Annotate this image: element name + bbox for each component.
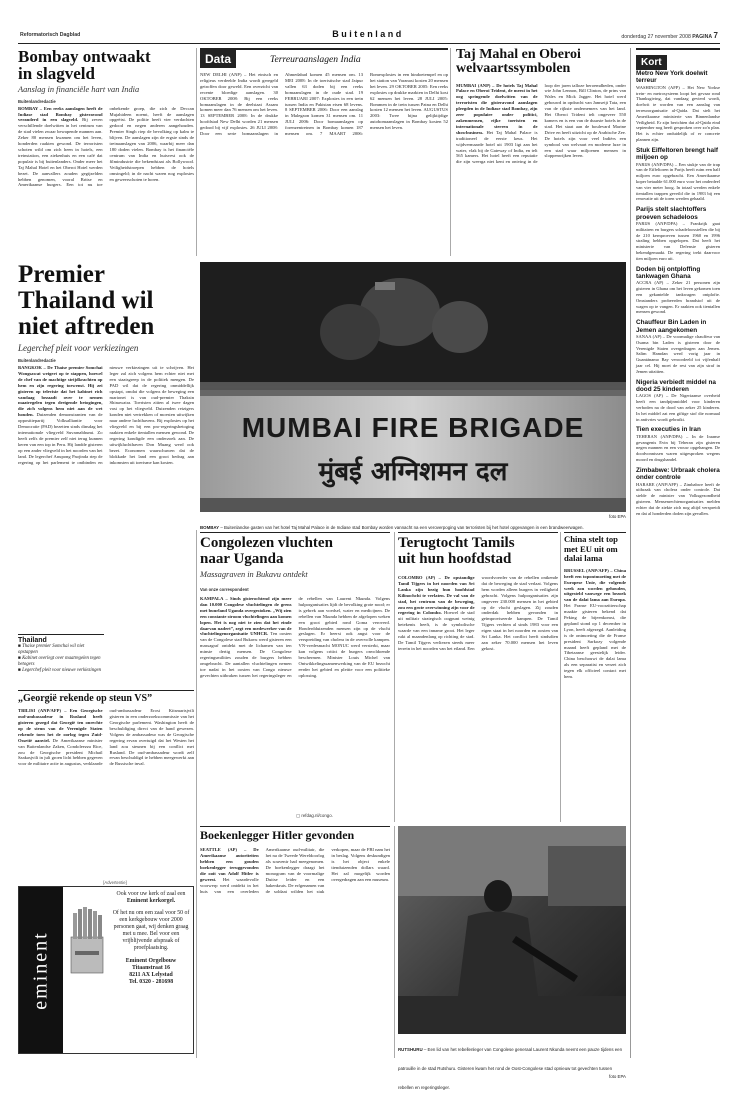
thailand-box-title: Thailand [18,634,104,644]
data-box-title: Terreuraanslagen India [270,54,361,65]
congo-subtitle: Massagraven in Bukavu ontdekt [200,570,308,579]
newspaper-name: Reformatorisch Dagblad [20,32,81,38]
data-box [200,48,448,255]
ad-sidebar [19,887,63,1053]
ad-brand: eminent [29,931,52,1010]
tamils-headline: Terugtocht Tamils uit hun hoofdstad [398,535,515,567]
kort-item-text: SANAA (AP) – De voormalige chauffeur van Osama bin Laden is gisteren door de Verenigde Staten overgedragen aan Jemen. Salim Hamdan werd vorig jaar in Guantánamo Bay veroordeeld tot vijfenhalf jaar cel. Hij moet de rest van zijn straf in Jemen uitzitten. [636,333,720,374]
kort-item-title: Parijs stelt slachtoffers proeven schadeloos [636,206,707,221]
bombay-body: BOMBAY – Een reeks aanslagen heeft de Indiase stad Bombay gisteravond veranderd in een slagveld. Bij zeven verschillende doelwitten in het centrum van de stad vielen zwaar bewapende mannen aan. Zeker 80 mensen kwamen om het leven, honderden raakten gewond. De terroristen schoten wild om zich heen in hotels, een treinstation, een ziekenhuis en een café dat populair is bij buitenlanders. Onder meer het Taj Mahal Hotel en het Oberoi Hotel werden bezet. De aanvallers zouden gegijzelden hebben genomen, vooral Britse en Amerikaanse burgers. Een tot nu toe onbekende groep, die zich de Deccan Mujahideen noemt, heeft de aanslagen opgeëist. De politie heeft vier verdachten gedood en negen anderen aangehouden. Premier Singh riep de bevolking op kalm te blijven. De aanslagen zijn de ergste sinds de treinaanslagen van 2006, waarbij meer dan 180 doden vielen. Bombay is het financiële centrum van India en huisvest ook de filmindustrie die bekendstaat als Bollywood. Veiligheidstroepen hebben de hotels omsingeld; in de nacht waren nog explosies en geweerschoten te horen. [18,105,194,188]
congo-link[interactable]: ▢ refdag.nl/congo. [296,813,333,818]
china-body: BRUSSEL (ANP/AFP) – China heeft een topontmoeting met de Europese Unie, die volgende week zou worden gehouden, uitgesteld vanwege een bezoek van de dalai lama aan Europa. Het Franse EU-voorzitterschap maakte gisteren bekend dat Peking de bijeenkomst, die gepland stond op 1 december in Lyon, heeft afgezegd. Aanleiding is de ontmoeting die de Franse president Sarkozy volgende maand heeft gepland met de Tibetaanse geestelijk leider. China beschouwt de dalai lama als een separatist en verzet zich tegen elk officieel contact met hem. [564,567,626,680]
tamils-article [398,535,558,823]
thailand-infobox [18,634,104,644]
kort-item-text: PARIJS (ANP/DPA) – Frankrijk gaat militairen en burgers schadeloosstellen die bij de 210 kernproeven tussen 1960 en 1996 straling hebben opgelopen. Dat heeft het ministerie van Defensie gisteren bekendgemaakt. De regering trekt daarvoor tien miljoen euro uit. [636,220,720,261]
boekenlegger-body: SEATTLE (AP) – De Amerikaanse autoriteiten hebben een gouden boekenlegger teruggevonden die ooit van Adolf Hitler is geweest. Het waardevolle voorwerp werd ontdekt in het huis van een overleden Amerikaanse oud-militair, die het na de Tweede Wereldoorlog als souvenir had meegenomen. De boekenlegger draagt het monogram van de voormalige Duitse leider en een hakenkruis. De erfgenamen van de soldaat wilden het stuk verkopen, maar de FBI nam het in beslag. Volgens deskundigen is het object enkele tienduizenden dollars waard. Het zal mogelijk worden overgedragen aan een museum. [200,847,390,894]
georgie-article [18,694,194,820]
georgie-headline: „Georgië rekende op steun VS” [18,693,153,704]
thailand-bullet: Thaise premier Somchai wil niet opstappen [18,644,85,655]
kort-item-title: Metro New York doelwit terreur [636,70,708,85]
kort-item-title: Stuk Eiffeltoren brengt half miljoen op [636,146,719,162]
kort-item-title: Chauffeur Bin Laden in Jemen aangekomen [636,319,707,334]
header-rule [18,43,720,44]
kort-item-title: Tien executies in Iran [636,426,701,434]
organ-icon [67,907,107,977]
kort-item-text: LAGOS (AP) – De Nigeriaanse overheid heeft een tandpijnmiddel voor kinderen verboden na de dood van zeker 25 kinderen. In het middel zat een giftige stof die normaal in antivries wordt gebruikt. [636,393,720,422]
congo-headline: Congolezen vluchten naar Uganda [200,535,333,567]
ad-phone: Tel. 0320 - 281698 [128,979,174,985]
congo-article [200,535,390,823]
tajmahal-article [456,48,626,255]
ad-company: Eminent Orgelbouw [125,958,177,964]
kort-item [636,379,720,423]
ad-line2: Of het nu om een zaal voor 50 of een kerkgebouw voor 2000 personen gaat, wij denken graag met u mee. Bel voor een vrijblijvende afspraak of proefplaatsing. [112,910,190,951]
bombay-headline: Bombay ontwaakt in slagveld [18,47,151,84]
kort-header [636,48,720,66]
kort-item-text: ACCRA (AP) – Zeker 21 personen zijn gisteren in Ghana om het leven gekomen toen een gekantelde tankwagen ontplofte. Omstanders probeerden brandstof uit de wagen op te vangen. Er raakten ook tientallen mensen gewond. [636,280,720,315]
photo-caption: BOMBAY – Buitenlandse gasten van het hotel Taj Mahal Palace in de Indiase stad Bombay worden vannacht na een veroverpoging van terroristen bij het hotel opgevangen in een brandweerwagen. foto EPA [200,514,626,530]
ad-street: Titaanstraat 16 [131,965,171,971]
fire-brigade-photo [200,262,626,512]
kort-item [636,319,720,374]
page-header [8,30,730,42]
truck-sign-hindi: मुंबई अग्निशमन दल [318,457,508,487]
boekenlegger-article [200,829,390,1057]
photo2-credit: foto EPA [608,1074,626,1079]
congo-byline: Van onze correspondent [200,587,249,592]
kort-sidebar [636,48,720,1058]
bombay-subtitle: Aanslag in financiële hart van India [18,84,140,94]
thailand-bullets: ■ Thaise premier Somchai wil niet opstappen ■ Kabinet overlegt over maatregelen tegen betogers ■ Legerchef pleit voor nieuwe verkiezingen [18,644,102,673]
bombay-byline: Buitenlandredactie [18,98,56,104]
thailand-body: BANGKOK – De Thaise premier Somchai Wongsawat weigert op te stappen, hoewel de chef van de machtige strijdkrachten op hem en zijn regering toewenst. Hij zei gisteren op televisie dat het kabinet rich vandaag bezaadt over te nemen maatregelen tegen dreigende betogingen, die zich volgens hem niet aan de wet houden. Duizenden demonstranten van de oppositiepartij Volksalliantie voor Democratie (PAD) bezetten sinds dinsdag het internationale vliegveld Suvarnabhumi. Zo heeft zelfs de premier zelf niet terug kunnen keren van een top in Peru. Hij landde gisteren op een ander vliegveld in het noorden van het land. De legerchef Anupong Paojinda riep de regering op het parlement te ontbinden en nieuwe verkiezingen uit te schrijven. Het leger zal zich volgens hem echter niet met een staatsgreep in de politiek mengen. De PAD wil dat de regering onmiddellijk opstapt, omdat die volgens de beweging een marionet is van oud-premier Thaksin Shinawatra. Toeristen zitten al twee dagen vast op het vliegveld. Duizenden reizigers konden niet vertrekken of moesten uitwijken naar andere luchthavens. Bij explosies op het vliegveld en bij een pro-regeringsbetoging raakten enkele tientallen mensen gewond. De regering kondigde een onderzoek aan. De uitwijkluchthaven Don Muang werd ook bezet. Economen waarschuwen dat de blokkade het land een groot bedrag aan inkomsten uit toerisme kan kosten. [18,365,194,465]
boekenlegger-headline: Boekenlegger Hitler gevonden [200,828,355,842]
kort-item-text: WASHINGTON (AFP) – Het New Yorkse trein- en metrosysteem loopt het gevaar rond Thanksgiving, dat vandaag gevierd wordt, doelwit te worden van een aanslag van terreurorganisatie al-Qaida. Dat stelt het Amerikaanse ministerie van Binnenlandse Veiligheid. Er zijn berichten dat al-Qaida eind september nog heeft gesproken over zo'n plan. Het is echter onduidelijk of er concrete plannen zijn. [636,84,720,142]
kort-item-title: Nigeria verbiedt middel na dood 25 kinderen [636,378,716,393]
kort-item-text: TEHERAN (ANP/DPA) – In de Iraanse gevangenis Evin bij Teheran zijn gisteren negen mannen en een vrouw opgehangen. De doodvonnissen waren uitgesproken wegens moord en drugshandel. [636,433,720,462]
thailand-article [18,262,194,662]
kort-item [636,266,720,316]
photo-scene-2 [398,826,626,1034]
thailand-bullet: Kabinet overlegt over maatregelen tegen betogers [18,656,101,667]
kort-item-text: PARIJS (ANP/DPA) – Een stukje van de trap van de Eiffeltoren in Parijs heeft ruim een half miljoen euro opgebracht. Een Amerikaanse koper betaalde 61.000 euro voor het onderdeel van vier meter hoog. In totaal werden enkele tientallen trappen geveild die in 1983 bij een renovatie uit de toren werden gehaald. [636,161,720,202]
kort-item [636,147,720,202]
kort-item [636,426,720,462]
china-headline: China stelt top met EU uit om dalai lama [564,534,618,564]
ad-city: 8211 AX Lelystad [129,972,173,978]
ad-line1: Ook voor uw kerk of zaal een Eminent kerkorgel. [116,891,186,904]
thailand-subtitle: Legerchef pleit voor verkiezingen [18,343,139,353]
ad-tag: [Advertentie] [103,880,127,885]
bombay-article [18,48,194,255]
eminent-advertisement[interactable] [18,886,194,1054]
photo2-caption: RUTSHURU – Een lid van het rebellenleger van Congolese generaal Laurent Nkunda neemt een pauze tijdens een patrouille in de stad Rutshuru. Gisteren kwam het rond de Oost-Congolese stad opnieuw tot gevechten tussen rebellen en regeringsleger. foto EPA [398,1047,626,1090]
thailand-byline: Buitenlandredactie [18,358,56,363]
georgie-body: TBILISI (ANP/AFP) – Een Georgische oud-ambassadeur in Rusland heeft gisteren gezegd dat Georgië ten onrechte op de steun van de Verenigde Staten rekende toen het de oorlog tegen Zuid-Ossetië aanviel. De Amerikaanse minister van Buitenlandse Zaken, Condoleezza Rice, zou de Georgische president Michail Saakasjvili in juli groen licht hebben gegeven voor de militaire actie in augustus, verklaarde oud-ambassadeur Erosi Kitsmarisjvili gisteren in een onderzoekscommissie van het Georgische parlement. Washington heeft de beschuldiging direct van de hand gewezen. Volgens de ambassadeur was de Georgische regering ervan overtuigd dat het Westen het land zou steunen bij een conflict met Rusland. De oud-ambassadeur wordt zelf ervan beschuldigd te hebben meegewerkt aan de Russische inval. [18,708,194,767]
congo-body: KAMPALA – Sinds gisterochtend zijn meer dan 10.000 Congolese vluchtelingen de grens met buurland Uganda overgestoken. „Wij zien een constante stroom vluchtelingen aan komen lopen. Het is nog niet te zien dat het einde daarvan nadert”, zegt een medewerker van de vluchtelingenorganisatie UNHCR. Ten oosten van de Congolese stad Bukavu werd gisteren een massagraf ontdekt met de lichamen van ten minste dertig mensen. De Congolese regeringsmilities zouden de burgers hebben omgebracht. De aantallen vluchtelingen nemen toe nadat in het oosten van Congo nieuwe gevechten uitbraken tussen het regeringsleger en de rebellen van Laurent Nkunda. Volgens hulporganisaties lijdt de bevolking grote nood; er is gebrek aan voedsel, water en medicijnen. De rebellen van Nkunda hebben de afgelopen weken een groot gebied rond Goma veroverd. Honderdduizenden mensen zijn op de vlucht geslagen. Er heerst ook angst voor de verspreiding van cholera in de overvolle kampen. VN-vredesmacht MONUC werd versterkt, maar kan volgens critici de burgers onvoldoende beschermen. Minister Louis Michel van Ontwikkelingssamenwerking van de EU bezocht eerder het gebied en pleitte voor een politieke oplossing. [200,596,390,678]
ad-text [111,891,191,986]
thailand-headline: Premier Thailand wil niet aftreden [18,261,155,340]
kort-label: Kort [636,55,667,70]
tajmahal-body: MUMBAI (ANP) – De hotels Taj Mahal Palace en Oberoi Trident, de meest in het oog springende doelwitten van de terroristen die gisteravond aanslagen pleegden in de Indiase stad Bombay, zijn zeer populaire onder politici, zakenmensen, rijke toeristen en internationale sterren in de showbusiness. Het Taj Mahal Palace is traditioneel de eerste keus. Het wijdvermaarde hotel uit 1903 ligt aan het water, vlak bij de Gateway of India, en telt 565 kamers. Het hotel heeft een reputatie die zijn weerga niet kent en ontving in de loop der jaren talloze beroemdheden, onder wie John Lennon, Bill Clinton, de prins van Wales en Mick Jagger. Het hotel werd gebouwd in opdracht van Jamsetji Tata, een van de rijkste ondernemers van het land. Het Oberoi Trident telt ongeveer 550 kamers en is een van de duurste hotels in de stad. Het staat aan de boulevard Marine Drive en heeft uitzicht op de Arabische Zee. De hotels zijn voor veel Indiërs een symbool van welvaart en moderne luxe in een stad waar miljoenen mensen in sloppenwijken leven. [456,82,626,165]
kort-item [636,70,720,143]
kort-list [636,70,720,516]
kort-item-text: HARARE (ANP/AFP) – Zimbabwe heeft de uitbraak van cholera onder controle. Dat stelde de minister van Volksgezondheid gisteren. Mensenrechtenorganisaties melden echter dat de ziekte zich nog altijd verspreidt en dat al honderden doden zijn gevallen. [636,481,720,516]
photo-credit: foto EPA [608,514,626,519]
congo-soldier-photo [398,826,626,1034]
section-name: Buitenland [332,29,404,39]
truck-sign-english: MUMBAI FIRE BRIGADE [241,412,585,443]
kort-item [636,206,720,261]
data-box-header [200,48,448,68]
data-label: Data [200,50,236,68]
page-date: donderdag 27 november 2008 PAGINA 7 [621,31,718,40]
page-number: 7 [713,31,718,40]
data-box-body: NEW DELHI (ANP) – Het etnisch en religieus verdeelde India wordt geregeld getroffen door geweld. Een overzicht van recente bloedige aanslagen. 30 OKTOBER 2008: Bij een reeks bomaanslagen in de deelstaat Assam komen meer dan 76 mensen om het leven. 13 SEPTEMBER 2008: In de drukke hoofdstad New Delhi worden 21 mensen gedood bij vijf explosies. 26 JULI 2008: Door een serie bomaanslagen in Ahmedabad komen 45 mensen om. 13 MEI 2008: In de toeristische stad Jaipur vallen 63 doden bij een reeks bomaanslagen in de oude stad. 19 FEBRUARI 2007: Explosies in een trein tussen India en Pakistan eisen 68 levens. 8 SEPTEMBER 2006: Door een aanslag in Malegaon komen 31 mensen om. 11 JULI 2006: Door bomaanslagen op forenzentreinen in Bombay komen 187 mensen om. 7 MAART 2006: Bomexplosies in een hindoetempel en op het station van Varanasi kosten 20 mensen het leven. 29 OKTOBER 2005: Een reeks explosies op drukke markten in Delhi kost 62 mensen het leven. 28 JULI 2005: Bommen in de trein tussen Patna en Delhi kosten 12 mensen het leven. AUGUSTUS 2003: Twee bijna gelijktijdige autobomaanslagen in Bombay kosten 52 mensen het leven. [200,72,448,137]
thailand-bullet: Legerchef pleit voor nieuwe verkiezingen [22,668,102,673]
tajmahal-headline: Taj Mahal en Oberoi welvaartssymbolen [456,47,581,77]
kort-item-title: Doden bij ontploffing tankwagen Ghana [636,265,701,280]
kort-item [636,467,720,517]
china-article [564,535,626,823]
tamils-body: COLOMBO (AP) – De opstandige Tamil Tijgers in het noorden van Sri Lanka zijn bezig hun hoofdstad Kilinochchi te verlaten. De val van de stad, het centrum van de beweging, zou een grote overwinning zijn voor de regering in Colombo. Hoewel de stad uit militair strategisch oogpunt weinig betekenis heeft, is de symbolische waarde van een inname groot. Het leger rukt al maandenlang op richting de stad. De Tamil Tijgers verliezen steeds meer terrein in het noorden van het eiland. Een woordvoerder van de rebellen ontkende dat de beweging de stad verlaat. Volgens hem worden alleen burgers in veiligheid gebracht. Volgens hulporganisaties zijn ongeveer 230.000 mensen in het gebied op de vlucht geslagen. Zij zouden onderdak hebben gevonden in geïmproviseerde kampen. De Tamil Tijgers vechten al sinds 1983 voor een eigen staat in het noorden en oosten van Sri Lanka. Het conflict heeft sindsdien aan zeker 70.000 mensen het leven gekost. [398,575,558,651]
kort-item-title: Zimbabwe: Urbraak cholera onder controle [636,466,720,482]
